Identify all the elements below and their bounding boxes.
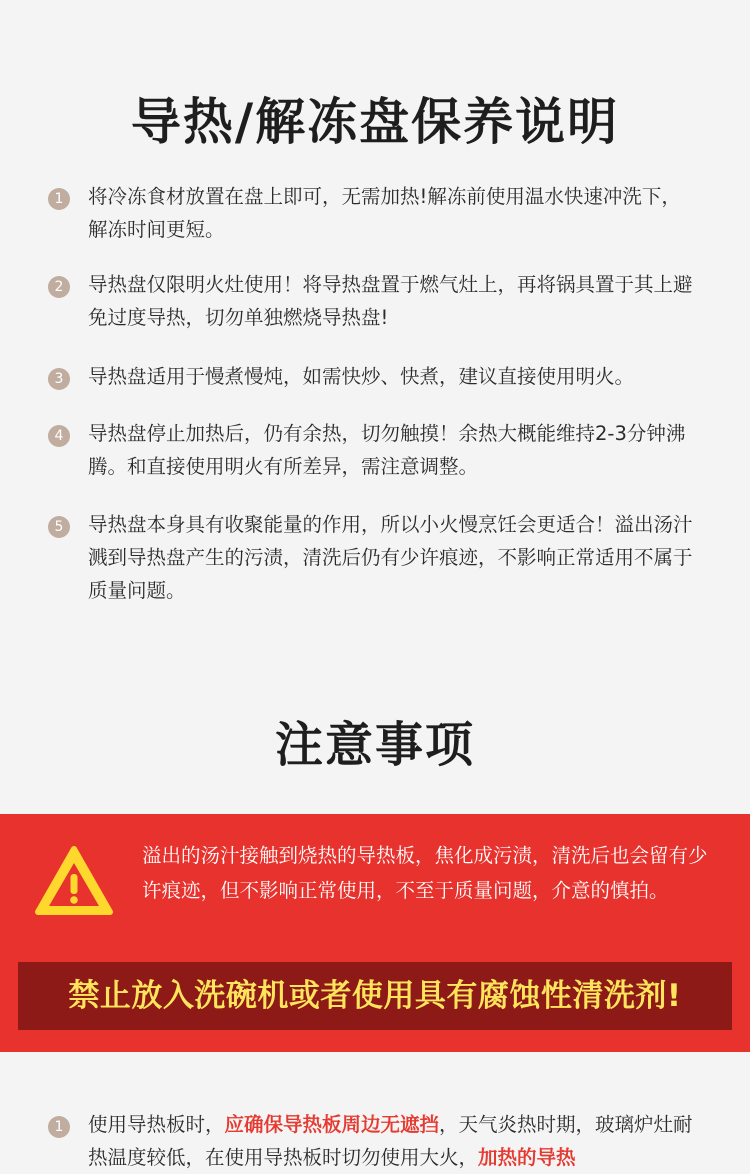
list-item-text: 导热盘适用于慢煮慢炖，如需快炒、快煮，建议直接使用明火。 (88, 365, 635, 388)
list-item (48, 417, 698, 483)
list-item (48, 508, 698, 607)
note-text: ，天气炎热时期，玻璃炉灶耐热温度较低，在使用导热板时切勿使用大火， (88, 1113, 693, 1169)
warning-text: 溢出的汤汁接触到烧热的导热板，焦化成污渍，清洗后也会留有少许痕迹，但不影响正常使用，不至于质量问题，介意的慎拍。 (142, 844, 708, 902)
note-highlight: 加热的导热 (478, 1146, 576, 1169)
number-badge: 5 (48, 516, 70, 538)
number-badge: 4 (48, 425, 70, 447)
list-item-text: 将冷冻食材放置在盘上即可，无需加热!解冻前使用温水快速冲洗下，解冻时间更短。 (88, 185, 681, 241)
list-item (48, 268, 698, 334)
note-highlight: 应确保导热板周边无遮挡 (224, 1113, 440, 1136)
list-item (48, 1108, 698, 1174)
list-item-text: 导热盘本身具有收聚能量的作用，所以小火慢烹饪会更适合！溢出汤汁溅到导热盘产生的污渍，清洗后仍有少许痕迹，不影响正常适用不属于质量问题。 (88, 513, 693, 602)
number-badge: 1 (48, 1116, 70, 1138)
list-item (48, 360, 698, 393)
ban-notice: 禁止放入洗碗机或者使用具有腐蚀性清洗剂! (18, 962, 732, 1030)
list-item-text: 导热盘停止加热后，仍有余热，切勿触摸！余热大概能维持2-3分钟沸腾。和直接使用明火有所差异，需注意调整。 (88, 422, 686, 478)
warning-panel (0, 814, 750, 1052)
note-text: 使用导热板时， (88, 1113, 225, 1136)
section-title: 注意事项 (274, 717, 475, 773)
number-badge: 2 (48, 276, 70, 298)
list-item-text: 导热盘仅限明火灶使用！将导热盘置于燃气灶上，再将锅具置于其上避免过度导热，切勿单独燃烧导热盘! (88, 273, 693, 329)
page-title: 导热/解冻盘保养说明 (130, 93, 620, 151)
number-badge: 3 (48, 368, 70, 390)
number-badge: 1 (48, 188, 70, 210)
list-item-text (88, 1108, 698, 1174)
warning-triangle-icon (34, 844, 114, 916)
list-item (48, 180, 698, 246)
